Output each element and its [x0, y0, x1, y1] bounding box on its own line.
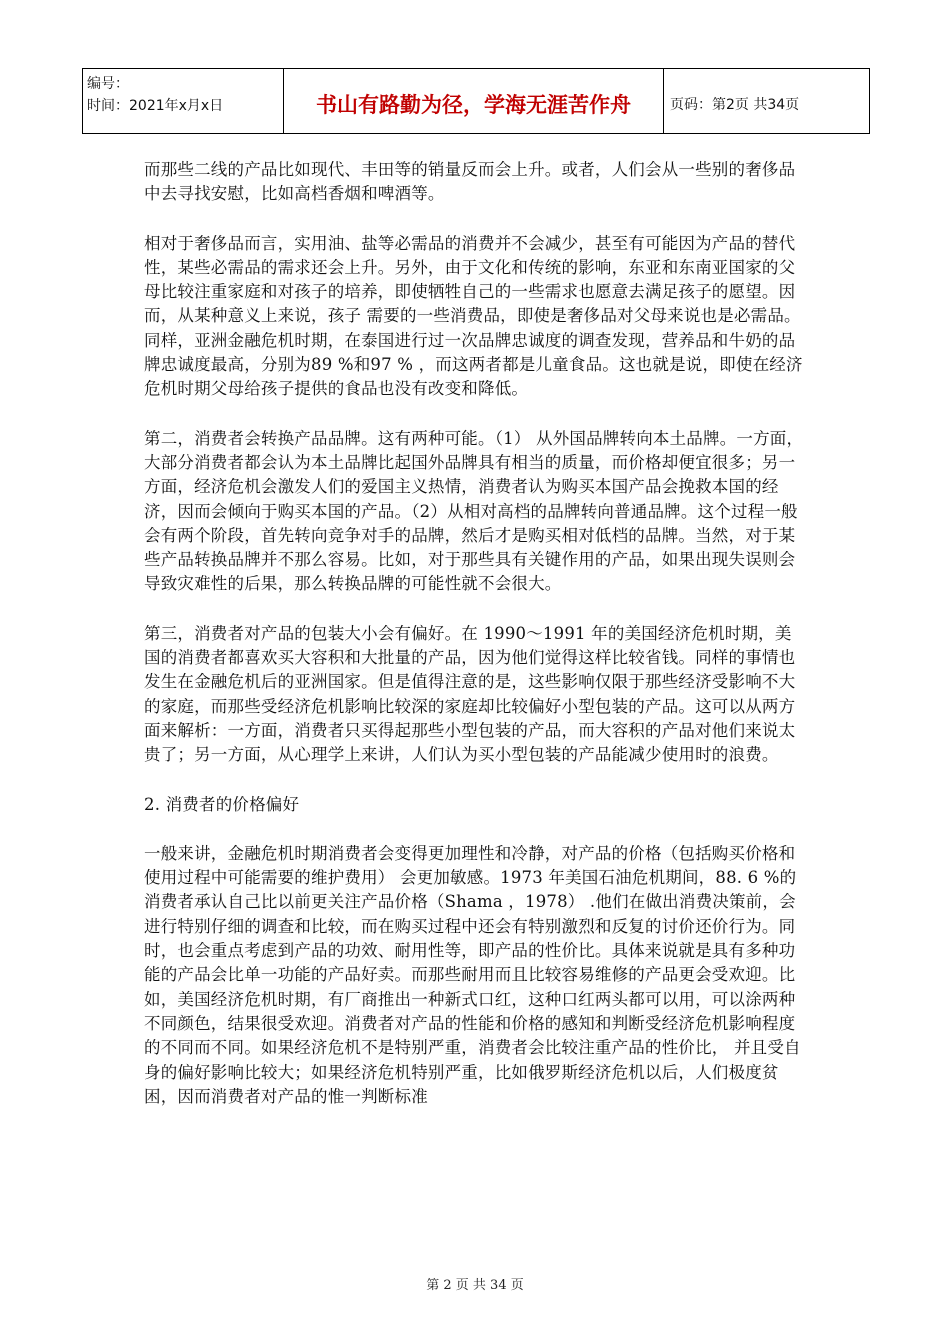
- section-heading: 2. 消费者的价格偏好: [144, 794, 300, 814]
- paragraph: 第二，消费者会转换产品品牌。这有两种可能。（1） 从外国品牌转向本土品牌。一方面，大部分消费者都会认为本土品牌比起国外品牌具有相当的质量，而价格却便宜很多；另一方面，经济危机会激发人们的爱国主义热情，消费者认为购买本国产品会挽救本国的经济，因而会倾向于购买本国的产品。（2）从相对高档的品牌转向普通品牌。这个过程一般会有两个阶段，首先转向竞争对手的品牌，然后才是购买相对低档的品牌。当然，对于某些产品转换品牌并不那么容易。比如，对于那些具有关键作用的产品，如果出现失误则会导致灾难性的后果，那么转换品牌的可能性就不会很大。: [144, 428, 804, 594]
- document-body: [144, 158, 808, 1134]
- header-page-info: 页码：第2页 共34页: [670, 97, 800, 113]
- paragraph: 第三，消费者对产品的包装大小会有偏好。在 1990～1991 年的美国经济危机时期，美国的消费者都喜欢买大容积和大批量的产品，因为他们觉得这样比较省钱。同样的事情也发生在金融危机后的亚洲国家。但是值得注意的是，这些影响仅限于那些经济受影响不大的家庭，而那些受经济危机影响比较深的家庭却比较偏好小型包装的产品。这可以从两方面来解析：一方面，消费者只买得起那些小型包装的产品，而大容积的产品对他们来说太贵了；另一方面，从心理学上来讲，人们认为买小型包装的产品能减少使用时的浪费。: [144, 623, 796, 765]
- page-header: [82, 68, 870, 134]
- paragraph: 相对于奢侈品而言，实用油、盐等必需品的消费并不会减少，甚至有可能因为产品的替代性，某些必需品的需求还会上升。另外，由于文化和传统的影响，东亚和东南亚国家的父母比较注重家庭和对孩子的培养，即使牺牲自己的一些需求也愿意去满足孩子的愿望。因而，从某种意义上来说，孩子 需要的一些消费品，即使是奢侈品对父母来说也是必需品。同样，亚洲金融危机时期，在泰国进行过一次品牌忠诚度的调查发现，营养品和牛奶的品牌忠诚度最高，分别为89 %和97 % ，而这两者都是儿童食品。这也就是说，即使在经济危机时期父母给孩子提供的食品也没有改变和降低。: [144, 233, 803, 399]
- header-meta: [83, 69, 284, 133]
- page-footer: 第 2 页 共 34 页: [426, 1278, 524, 1293]
- paragraph: 一般来讲，金融危机时期消费者会变得更加理性和冷静，对产品的价格（包括购买价格和使用过程中可能需要的维护费用） 会更加敏感。1973 年美国石油危机期间，88. 6 %的消费者承认自己比以前更关注产品价格（Shama ，1978） .他们在做出消费决策前，会进行特别仔细的调查和比较，而在购买过程中还会有特别激烈和反复的讨价还价行为。同时，也会重点考虑到产品的功效、耐用性等，即产品的性价比。具体来说就是具有多种功能的产品会比单一功能的产品好卖。而那些耐用而且比较容易维修的产品更会受欢迎。比如，美国经济危机时期，有厂商推出一种新式口红，这种口红两头都可以用，可以涂两种不同颜色，结果很受欢迎。消费者对产品的性能和价格的感知和判断受经济危机影响程度的不同而不同。如果经济危机不是特别严重，消费者会比较注重产品的性价比， 并且受自身的偏好影响比较大；如果经济危机特别严重，比如俄罗斯经济危机以后，人们极度贫困，因而消费者对产品的惟一判断标准: [144, 843, 801, 1106]
- header-motto: 书山有路勤为径，学海无涯苦作舟: [284, 69, 664, 133]
- time-label: 时间：2021年x月x日: [87, 98, 224, 114]
- number-label: 编号：: [87, 76, 129, 92]
- paragraph: 而那些二线的产品比如现代、丰田等的销量反而会上升。或者，人们会从一些别的奢侈品中去寻找安慰，比如高档香烟和啤酒等。: [144, 160, 796, 204]
